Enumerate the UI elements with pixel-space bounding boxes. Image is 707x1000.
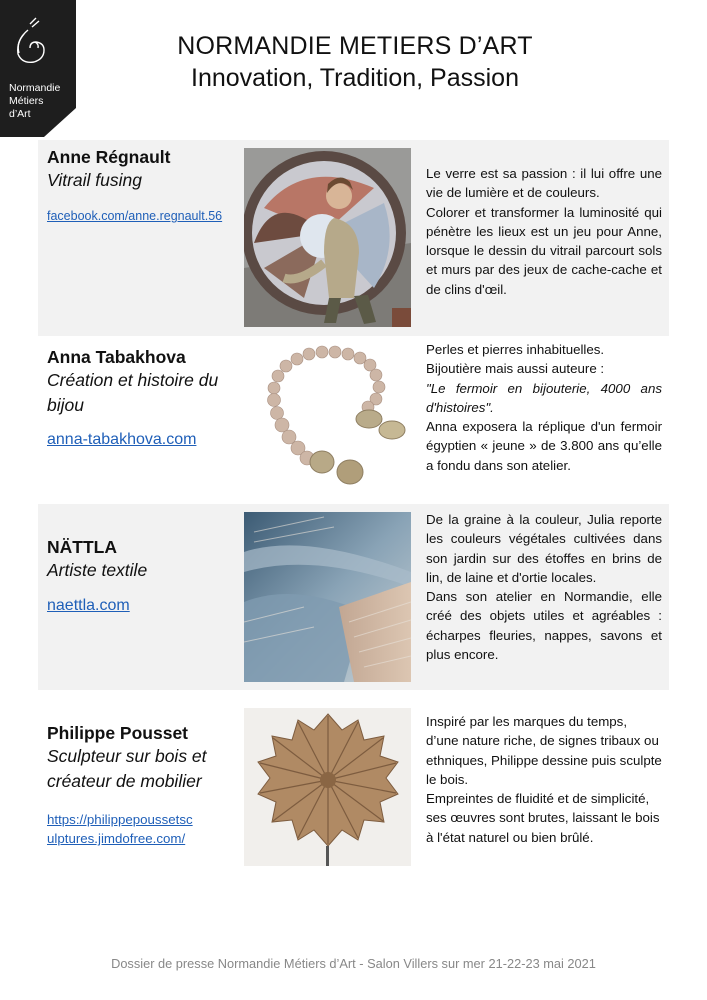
- artist-link[interactable]: anna-tabakhova.com: [47, 431, 197, 448]
- artist-specialty: Sculpteur sur bois et créateur de mobilier: [47, 746, 207, 791]
- description-paragraph: Empreintes de fluidité et de simplicité, ses œuvres sont brutes, laissant le bois à l'état naturel ou bien brûlé.: [426, 791, 660, 845]
- description-paragraph: Perles et pierres inhabituelles.: [426, 342, 605, 357]
- artist-specialty: Artiste textile: [47, 560, 148, 580]
- page-subtitle: Innovation, Tradition, Passion: [191, 64, 519, 92]
- artist-identity: [47, 140, 237, 223]
- artist-name: Anne Régnault: [47, 147, 171, 167]
- description-quote: "Le fermoir en bijouterie, 4000 ans d'histoires".: [426, 380, 662, 415]
- artist-link[interactable]: [47, 810, 237, 848]
- artist-specialty: Vitrail fusing: [47, 170, 143, 190]
- artist-row-philippe-pousset: [38, 690, 669, 875]
- artist-link-line-1: https://philippepoussetsc: [47, 812, 193, 827]
- artist-row-naettla: [38, 504, 669, 690]
- description-paragraph: Colorer et transformer la luminosité qui pénètre les lieux est un jeu pour Anne, lorsque le dessin du vitrail parcourt sols et murs par des jeux de cache-cache et de clins d'œil.: [426, 204, 662, 297]
- pearl-necklace-photo: [252, 344, 412, 496]
- artist-link[interactable]: facebook.com/anne.regnault.56: [47, 209, 223, 223]
- artist-name: Anna Tabakhova: [47, 347, 186, 367]
- artist-identity: [47, 504, 237, 615]
- artist-specialty: Création et histoire du bijou: [47, 370, 219, 415]
- description-paragraph: Dans son atelier en Normandie, elle créé des objets utiles et agréables : écharpes fleuries, nappes, savons et plus encore.: [426, 589, 662, 663]
- page-title: NORMANDIE METIERS D’ART: [177, 32, 533, 60]
- logo-line-3: d’Art: [9, 108, 31, 120]
- artist-name: Philippe Pousset: [47, 723, 188, 743]
- logo-line-2: Métiers: [9, 95, 44, 107]
- wood-sculpture-photo: [244, 708, 411, 866]
- page-header: [150, 30, 560, 94]
- stained-glass-photo: [244, 148, 411, 327]
- artist-name: NÄTTLA: [47, 537, 117, 557]
- description-paragraph: Inspiré par les marques du temps, d’une nature riche, de signes tribaux ou ethniques, Philippe dessine puis sculpte le bois.: [426, 714, 662, 787]
- artist-description: [426, 510, 662, 664]
- artist-identity: [47, 336, 237, 449]
- description-paragraph: Anna exposera la réplique d'un fermoir égyptien « jeune » de 3.800 ans qu’elle a fondu dans son atelier.: [426, 419, 662, 473]
- artist-link[interactable]: naettla.com: [47, 597, 130, 614]
- logo-line-1: Normandie: [9, 82, 61, 94]
- description-paragraph: Le verre est sa passion : il lui offre une vie de lumière et de couleurs.: [426, 166, 662, 201]
- artist-row-anne-regnault: [38, 140, 669, 336]
- artist-row-anna-tabakhova: [38, 336, 669, 504]
- artist-description: [426, 164, 662, 299]
- description-paragraph: Bijoutière mais aussi auteure :: [426, 361, 605, 377]
- artist-link-line-2: ulptures.jimdofree.com/: [47, 831, 186, 846]
- description-paragraph: De la graine à la couleur, Julia reporte les couleurs végétales cultivées dans son jardin sur des étoffes en brins de lin, de laine et d'ortie locales.: [426, 512, 662, 585]
- artist-identity: [47, 690, 237, 848]
- textile-photo: [244, 512, 411, 682]
- brand-logo: [0, 0, 76, 137]
- artist-description: [426, 340, 662, 475]
- artist-description: [426, 712, 662, 847]
- page-footer: Dossier de presse Normandie Métiers d’Art - Salon Villers sur mer 21-22-23 mai 2021: [111, 956, 596, 971]
